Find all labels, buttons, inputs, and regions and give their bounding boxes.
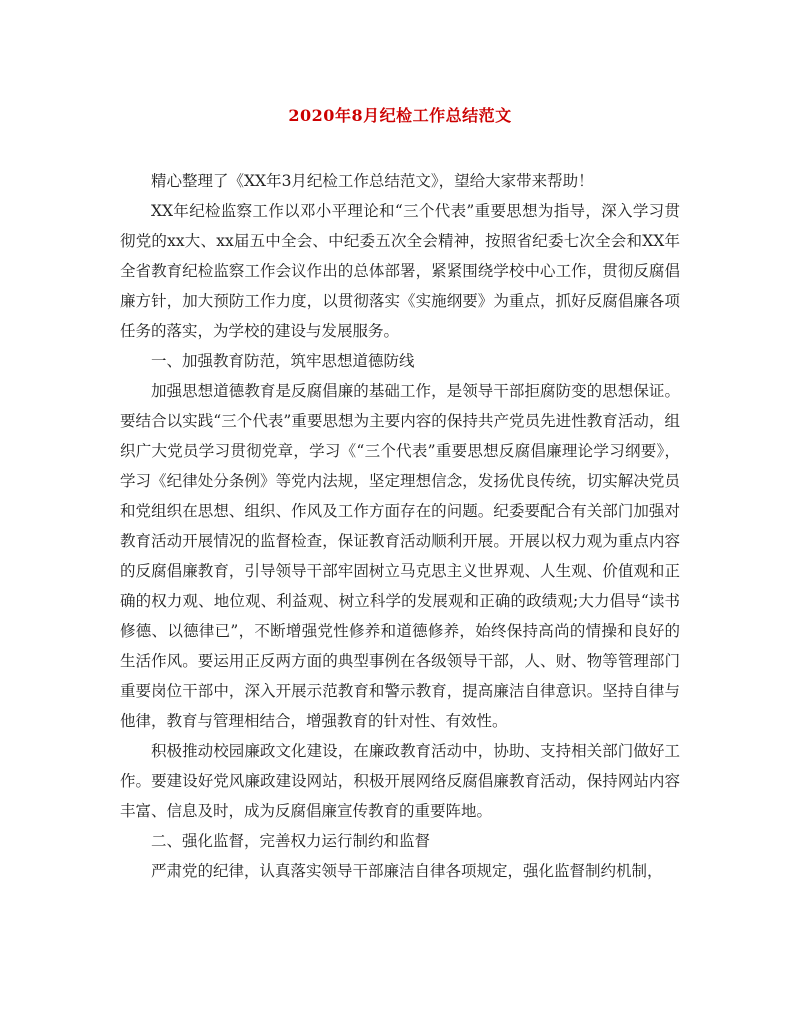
section-heading-1: 一、加强教育防范，筑牢思想道德防线 (151, 352, 415, 370)
section-1-paragraph-1: 加强思想道德教育是反腐倡廉的基础工作，是领导干部拒腐防变的思想保证。要结合以实践“三个代表”重要思想为主要内容的保持共产党员先进性教育活动，组织广大党员学习贯彻党章，学习《“三个代表”重要思想反腐倡廉理论学习纲要》，学习《纪律处分条例》等党内法规，坚定理想信念，发扬优良传统，切实解决党员和党组织在思想、组织、作风及工作方面存在的问题。纪委要配合有关部门加强对教育活动开展情况的监督检查，保证教育活动顺利开展。开展以权力观为重点内容的反腐倡廉教育，引导领导干部牢固树立马克思主义世界观、人生观、价值观和正确的权力观、地位观、利益观、树立科学的发展观和正确的政绩观;大力倡导“读书修德、以德律已”，不断增强党性修养和道德修养，始终保持高尚的情操和良好的生活作风。要运用正反两方面的典型事例在各级领导干部，人、财、物等管理部门重要岗位干部中，深入开展示范教育和警示教育，提高廉洁自律意识。坚持自律与他律，教育与管理相结合，增强教育的针对性、有效性。 (120, 382, 680, 730)
document-body (120, 166, 680, 886)
section-2-paragraph-1: 严肃党的纪律，认真落实领导干部廉洁自律各项规定，强化监督制约机制， (151, 862, 663, 880)
overview-paragraph: XX年纪检监察工作以邓小平理论和“三个代表”重要思想为指导，深入学习贯彻党的xx大、xx届五中全会、中纪委五次全会精神，按照省纪委七次全会和XX年全省教育纪检监察工作会议作出的总体部署，紧紧围绕学校中心工作，贯彻反腐倡廉方针，加大预防工作力度，以贯彻落实《实施纲要》为重点，抓好反腐倡廉各项任务的落实，为学校的建设与发展服务。 (120, 202, 680, 340)
section-heading-2: 二、强化监督，完善权力运行制约和监督 (151, 832, 431, 850)
section-1-paragraph-2: 积极推动校园廉政文化建设，在廉政教育活动中，协助、支持相关部门做好工作。要建设好党风廉政建设网站，积极开展网络反腐倡廉教育活动，保持网站内容丰富、信息及时，成为反腐倡廉宣传教育的重要阵地。 (120, 742, 680, 820)
page-title: 2020年8月纪检工作总结范文 (288, 106, 512, 125)
intro-paragraph: 精心整理了《XX年3月纪检工作总结范文》，望给大家带来帮助！ (151, 172, 594, 190)
